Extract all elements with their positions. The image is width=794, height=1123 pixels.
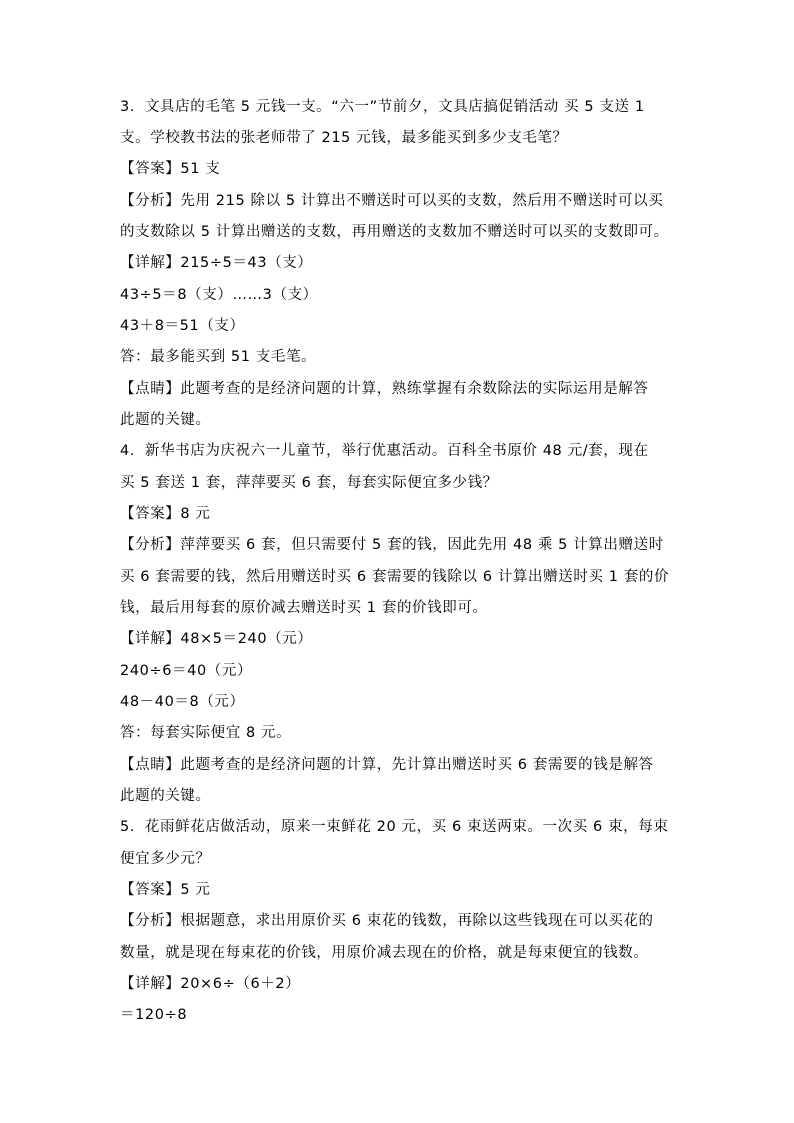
q5-detail-1: 【详解】20×6÷（6＋2） — [120, 976, 301, 992]
q3-comment-1: 【点睛】此题考查的是经济问题的计算，熟练掌握有余数除法的实际运用是解答 — [120, 381, 649, 397]
q3-line-2: 支。学校教书法的张老师带了 215 元钱，最多能买到多少支毛笔？ — [120, 130, 568, 146]
q3-detail-1: 【详解】215÷5＝43（支） — [120, 255, 313, 271]
q5-line-2: 便宜多少元？ — [120, 851, 211, 867]
q4-answer: 【答案】8 元 — [120, 506, 211, 522]
q3-analysis-1: 【分析】先用 215 除以 5 计算出不赠送时可以买的支数，然后用不赠送时可以买 — [120, 193, 664, 209]
q5-detail-2: ＝120÷8 — [120, 1007, 188, 1023]
q5-analysis-2: 数量，就是现在每束花的价钱，用原价减去现在的价格，就是每束便宜的钱数。 — [120, 945, 649, 961]
q4-line-2: 买 5 套送 1 套，萍萍要买 6 套，每套实际便宜多少钱？ — [120, 475, 498, 491]
q4-reply: 答：每套实际便宜 8 元。 — [120, 725, 292, 741]
q3-answer: 【答案】51 支 — [120, 161, 221, 177]
q3-analysis-2: 的支数除以 5 计算出赠送的支数，再用赠送的支数加不赠送时可以买的支数即可。 — [120, 224, 669, 240]
q3-line-1: 3．文具店的毛笔 5 元钱一支。“六一”节前夕，文具店搞促销活动 买 5 支送 1 — [120, 99, 645, 115]
q3-detail-2: 43÷5＝8（支）……3（支） — [120, 287, 318, 303]
q5-analysis-1: 【分析】根据题意，求出用原价买 6 束花的钱数，再除以这些钱现在可以买花的 — [120, 913, 654, 929]
q3-comment-2: 此题的关键。 — [120, 412, 211, 428]
q5-answer: 【答案】5 元 — [120, 882, 211, 898]
q3-detail-3: 43＋8＝51（支） — [120, 318, 245, 334]
q3-reply: 答：最多能买到 51 支毛笔。 — [120, 349, 317, 365]
q4-comment-1: 【点睛】此题考查的是经济问题的计算，先计算出赠送时买 6 套需要的钱是解答 — [120, 757, 654, 773]
q4-detail-2: 240÷6＝40（元） — [120, 663, 253, 679]
q4-detail-3: 48－40＝8（元） — [120, 694, 245, 710]
q4-analysis-1: 【分析】萍萍要买 6 套，但只需要付 5 套的钱，因此先用 48 乘 5 计算出赠送时 — [120, 537, 664, 553]
q4-comment-2: 此题的关键。 — [120, 788, 211, 804]
q4-line-1: 4．新华书店为庆祝六一儿童节，举行优惠活动。百科全书原价 48 元/套，现在 — [120, 443, 649, 459]
q4-detail-1: 【详解】48×5＝240（元） — [120, 631, 313, 647]
q4-analysis-2: 买 6 套需要的钱，然后用赠送时买 6 套需要的钱除以 6 计算出赠送时买 1 套的价 — [120, 569, 670, 585]
q5-line-1: 5．花雨鲜花店做活动，原来一束鲜花 20 元，买 6 束送两束。一次买 6 束，每束 — [120, 819, 669, 835]
q4-analysis-3: 钱，最后用每套的原价减去赠送时买 1 套的价钱即可。 — [120, 600, 488, 616]
